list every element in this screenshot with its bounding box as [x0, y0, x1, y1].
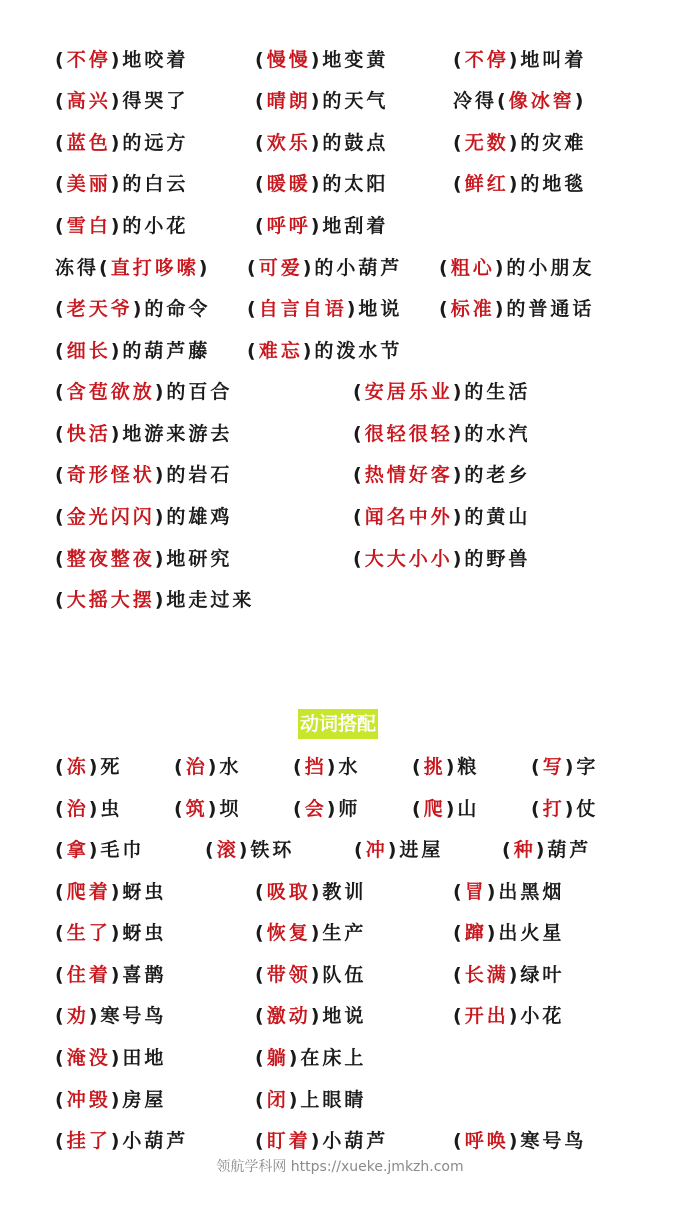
phrase-suffix: )的百合 — [154, 381, 233, 403]
phrase-prefix: ( — [174, 798, 186, 820]
phrase-suffix: )的普通话 — [494, 298, 595, 320]
answer-word: 呼呼 — [266, 215, 311, 237]
phrase-item — [353, 544, 530, 574]
phrase-suffix: )绿叶 — [508, 964, 565, 986]
phrase-item — [55, 877, 166, 907]
phrase-suffix: )的泼水节 — [302, 340, 403, 362]
answer-word: 大大小小 — [364, 548, 453, 570]
phrase-row — [0, 918, 680, 948]
phrase-item — [55, 128, 188, 158]
phrase-suffix: )的小朋友 — [494, 257, 595, 279]
answer-word: 爬着 — [66, 881, 111, 903]
phrase-prefix: ( — [55, 1005, 67, 1027]
answer-word: 躺 — [266, 1047, 289, 1069]
phrase-item — [255, 211, 388, 241]
phrase-prefix: ( — [453, 49, 465, 71]
phrase-item — [55, 1126, 188, 1156]
answer-word: 长满 — [464, 964, 509, 986]
answer-word: 挂了 — [66, 1130, 111, 1152]
phrase-row — [0, 45, 680, 75]
answer-word: 雪白 — [66, 215, 111, 237]
phrase-prefix: ( — [453, 922, 465, 944]
answer-word: 淹没 — [66, 1047, 111, 1069]
phrase-suffix: )的白云 — [110, 173, 189, 195]
phrase-prefix: ( — [531, 756, 543, 778]
answer-word: 老天爷 — [66, 298, 133, 320]
phrase-row — [0, 460, 680, 490]
phrase-row — [0, 294, 680, 324]
phrase-prefix: ( — [255, 49, 267, 71]
phrase-prefix: ( — [55, 423, 67, 445]
phrase-suffix: )毛巾 — [88, 839, 145, 861]
phrase-item — [55, 45, 188, 75]
phrase-prefix: ( — [55, 298, 67, 320]
phrase-item — [55, 86, 188, 116]
phrase-item — [55, 752, 122, 782]
phrase-row — [0, 1001, 680, 1031]
answer-word: 呼唤 — [464, 1130, 509, 1152]
phrase-item — [255, 1043, 366, 1073]
phrase-suffix: )蚜虫 — [110, 881, 167, 903]
answer-word: 奇形怪状 — [66, 464, 155, 486]
answer-word: 冒 — [464, 881, 487, 903]
answer-word: 开出 — [464, 1005, 509, 1027]
phrase-item — [531, 794, 598, 824]
phrase-prefix: ( — [255, 922, 267, 944]
phrase-prefix: ( — [55, 881, 67, 903]
phrase-row — [0, 336, 680, 366]
phrase-suffix: )的远方 — [110, 132, 189, 154]
answer-word: 蓝色 — [66, 132, 111, 154]
phrase-item — [55, 419, 232, 449]
phrase-item — [247, 336, 402, 366]
phrase-prefix: ( — [55, 215, 67, 237]
phrase-suffix: )虫 — [88, 798, 123, 820]
phrase-prefix: ( — [453, 881, 465, 903]
answer-word: 盯着 — [266, 1130, 311, 1152]
answer-word: 冻 — [66, 756, 89, 778]
phrase-item — [255, 1001, 366, 1031]
phrase-prefix: ( — [255, 1005, 267, 1027]
answer-word: 挑 — [423, 756, 446, 778]
phrase-suffix: )的老乡 — [452, 464, 531, 486]
phrase-row — [0, 835, 680, 865]
phrase-prefix: ( — [412, 756, 424, 778]
phrase-suffix: )地变黄 — [310, 49, 389, 71]
phrase-suffix: )得哭了 — [110, 90, 189, 112]
phrase-item — [412, 794, 479, 824]
section-heading-verb-pairs: 动词搭配 — [298, 709, 378, 739]
phrase-suffix: )仗 — [564, 798, 599, 820]
phrase-prefix: ( — [247, 257, 259, 279]
phrase-suffix: )在床上 — [288, 1047, 367, 1069]
answer-word: 蹿 — [464, 922, 487, 944]
phrase-item — [255, 86, 388, 116]
answer-word: 不停 — [464, 49, 509, 71]
phrase-item — [353, 419, 530, 449]
phrase-prefix: ( — [293, 798, 305, 820]
answer-word: 挡 — [304, 756, 327, 778]
phrase-prefix: ( — [55, 839, 67, 861]
answer-word: 可爱 — [258, 257, 303, 279]
phrase-item — [453, 918, 564, 948]
answer-word: 高兴 — [66, 90, 111, 112]
phrase-suffix: )地游来游去 — [110, 423, 233, 445]
phrase-item — [293, 794, 360, 824]
phrase-row — [0, 1085, 680, 1115]
phrase-row — [0, 502, 680, 532]
phrase-row — [0, 752, 680, 782]
phrase-prefix: ( — [353, 423, 365, 445]
answer-word: 标准 — [450, 298, 495, 320]
phrase-suffix: )出火星 — [486, 922, 565, 944]
phrase-item — [55, 1085, 166, 1115]
answer-word: 闻名中外 — [364, 506, 453, 528]
phrase-suffix: )的鼓点 — [310, 132, 389, 154]
phrase-suffix: ) — [198, 257, 211, 279]
answer-word: 住着 — [66, 964, 111, 986]
phrase-suffix: )的命令 — [132, 298, 211, 320]
phrase-item — [55, 835, 144, 865]
phrase-prefix: ( — [174, 756, 186, 778]
phrase-suffix: )小花 — [508, 1005, 565, 1027]
phrase-suffix: )水 — [207, 756, 242, 778]
phrase-prefix: ( — [55, 132, 67, 154]
phrase-item — [55, 960, 166, 990]
phrase-suffix: )死 — [88, 756, 123, 778]
answer-word: 爬 — [423, 798, 446, 820]
phrase-item — [55, 169, 188, 199]
phrase-row — [0, 794, 680, 824]
phrase-suffix: )地说 — [346, 298, 403, 320]
phrase-item — [453, 86, 586, 116]
phrase-row — [0, 419, 680, 449]
phrase-prefix: ( — [55, 381, 67, 403]
phrase-suffix: )寒号鸟 — [508, 1130, 587, 1152]
phrase-prefix: 冷得( — [453, 90, 509, 112]
phrase-prefix: ( — [55, 464, 67, 486]
phrase-prefix: ( — [55, 548, 67, 570]
phrase-prefix: ( — [439, 298, 451, 320]
phrase-prefix: ( — [55, 756, 67, 778]
phrase-row — [0, 1043, 680, 1073]
answer-word: 恢复 — [266, 922, 311, 944]
answer-word: 无数 — [464, 132, 509, 154]
phrase-item — [255, 169, 388, 199]
phrase-suffix: )地走过来 — [154, 589, 255, 611]
phrase-item — [55, 211, 188, 241]
phrase-prefix: ( — [293, 756, 305, 778]
phrase-suffix: )的水汽 — [452, 423, 531, 445]
phrase-prefix: ( — [55, 922, 67, 944]
phrase-prefix: ( — [255, 132, 267, 154]
answer-word: 拿 — [66, 839, 89, 861]
phrase-suffix: )地叫着 — [508, 49, 587, 71]
phrase-item — [55, 502, 232, 532]
answer-word: 冲 — [365, 839, 388, 861]
phrase-suffix: )山 — [445, 798, 480, 820]
phrase-row — [0, 86, 680, 116]
phrase-prefix: ( — [255, 215, 267, 237]
phrase-prefix: ( — [502, 839, 514, 861]
phrase-prefix: ( — [55, 589, 67, 611]
answer-word: 筑 — [185, 798, 208, 820]
answer-word: 带领 — [266, 964, 311, 986]
phrase-suffix: )葫芦 — [535, 839, 592, 861]
phrase-item — [55, 336, 210, 366]
phrase-suffix: )的小葫芦 — [302, 257, 403, 279]
phrase-item — [453, 169, 586, 199]
phrase-suffix: )的雄鸡 — [154, 506, 233, 528]
phrase-item — [255, 45, 388, 75]
phrase-prefix: ( — [453, 173, 465, 195]
answer-word: 鲜红 — [464, 173, 509, 195]
answer-word: 打 — [542, 798, 565, 820]
answer-word: 像冰窖 — [508, 90, 575, 112]
phrase-item — [439, 294, 594, 324]
phrase-item — [439, 253, 594, 283]
phrase-row — [0, 585, 680, 615]
answer-word: 热情好客 — [364, 464, 453, 486]
answer-word: 晴朗 — [266, 90, 311, 112]
phrase-prefix: ( — [439, 257, 451, 279]
phrase-prefix: ( — [205, 839, 217, 861]
phrase-item — [353, 377, 530, 407]
phrase-prefix: ( — [255, 1130, 267, 1152]
phrase-item — [55, 918, 166, 948]
phrase-suffix: )的葫芦藤 — [110, 340, 211, 362]
answer-word: 欢乐 — [266, 132, 311, 154]
phrase-item — [255, 1085, 366, 1115]
phrase-prefix: ( — [412, 798, 424, 820]
phrase-item — [293, 752, 360, 782]
phrase-suffix: )的生活 — [452, 381, 531, 403]
phrase-suffix: )坝 — [207, 798, 242, 820]
phrase-row — [0, 211, 680, 241]
answer-word: 细长 — [66, 340, 111, 362]
phrase-prefix: ( — [55, 49, 67, 71]
phrase-row — [0, 960, 680, 990]
answer-word: 冲毁 — [66, 1089, 111, 1111]
answer-word: 快活 — [66, 423, 111, 445]
phrase-prefix: ( — [55, 506, 67, 528]
phrase-suffix: )的太阳 — [310, 173, 389, 195]
phrase-suffix: )的小花 — [110, 215, 189, 237]
answer-word: 治 — [185, 756, 208, 778]
phrase-suffix: )铁环 — [238, 839, 295, 861]
phrase-item — [174, 752, 241, 782]
phrase-prefix: ( — [453, 132, 465, 154]
phrase-suffix: )队伍 — [310, 964, 367, 986]
answer-word: 粗心 — [450, 257, 495, 279]
answer-word: 安居乐业 — [364, 381, 453, 403]
phrase-prefix: ( — [531, 798, 543, 820]
phrase-prefix: ( — [55, 1047, 67, 1069]
phrase-prefix: ( — [255, 1047, 267, 1069]
phrase-suffix: )字 — [564, 756, 599, 778]
phrase-item — [453, 877, 564, 907]
phrase-prefix: ( — [55, 1130, 67, 1152]
footer-watermark: 领航学科网 https://xueke.jmkzh.com — [216, 1159, 464, 1175]
phrase-suffix: )地咬着 — [110, 49, 189, 71]
answer-word: 难忘 — [258, 340, 303, 362]
phrase-row — [0, 877, 680, 907]
phrase-suffix: )进屋 — [387, 839, 444, 861]
phrase-suffix: )教训 — [310, 881, 367, 903]
phrase-suffix: )的灾难 — [508, 132, 587, 154]
phrase-suffix: )的黄山 — [452, 506, 531, 528]
answer-word: 暖暖 — [266, 173, 311, 195]
phrase-prefix: ( — [55, 798, 67, 820]
phrase-prefix: ( — [55, 340, 67, 362]
phrase-item — [247, 294, 402, 324]
phrase-item — [255, 918, 366, 948]
phrase-item — [55, 1001, 166, 1031]
answer-word: 含苞欲放 — [66, 381, 155, 403]
phrase-suffix: )田地 — [110, 1047, 167, 1069]
phrase-prefix: ( — [55, 90, 67, 112]
phrase-prefix: ( — [55, 1089, 67, 1111]
phrase-prefix: ( — [453, 964, 465, 986]
phrase-suffix: )上眼睛 — [288, 1089, 367, 1111]
phrase-item — [453, 45, 586, 75]
phrase-suffix: )房屋 — [110, 1089, 167, 1111]
phrase-suffix: )的野兽 — [452, 548, 531, 570]
phrase-prefix: ( — [353, 506, 365, 528]
phrase-item — [55, 585, 254, 615]
phrase-item — [353, 502, 530, 532]
answer-word: 激动 — [266, 1005, 311, 1027]
phrase-item — [255, 960, 366, 990]
phrase-suffix: )小葫芦 — [310, 1130, 389, 1152]
phrase-item — [55, 544, 232, 574]
answer-word: 很轻很轻 — [364, 423, 453, 445]
phrase-prefix: ( — [255, 173, 267, 195]
phrase-item — [531, 752, 598, 782]
answer-word: 吸取 — [266, 881, 311, 903]
phrase-suffix: )地说 — [310, 1005, 367, 1027]
phrase-prefix: ( — [55, 173, 67, 195]
phrase-prefix: ( — [453, 1005, 465, 1027]
phrase-item — [453, 1001, 564, 1031]
phrase-prefix: ( — [255, 964, 267, 986]
phrase-item — [174, 794, 241, 824]
phrase-prefix: ( — [55, 964, 67, 986]
phrase-row — [0, 377, 680, 407]
phrase-row — [0, 169, 680, 199]
phrase-prefix: ( — [453, 1130, 465, 1152]
phrase-suffix: )水 — [326, 756, 361, 778]
phrase-item — [255, 877, 366, 907]
phrase-row — [0, 544, 680, 574]
answer-word: 种 — [513, 839, 536, 861]
phrase-item — [353, 460, 530, 490]
phrase-row — [0, 1126, 680, 1156]
phrase-item — [354, 835, 443, 865]
phrase-item — [453, 128, 586, 158]
phrase-item — [247, 253, 402, 283]
phrase-suffix: )粮 — [445, 756, 480, 778]
phrase-prefix: 冻得( — [55, 257, 111, 279]
phrase-item — [453, 1126, 586, 1156]
phrase-suffix: )出黑烟 — [486, 881, 565, 903]
phrase-item — [502, 835, 591, 865]
phrase-prefix: ( — [247, 340, 259, 362]
answer-word: 劝 — [66, 1005, 89, 1027]
answer-word: 整夜整夜 — [66, 548, 155, 570]
phrase-item — [55, 794, 122, 824]
answer-word: 直打哆嗦 — [110, 257, 199, 279]
phrase-suffix: )的天气 — [310, 90, 389, 112]
phrase-item — [55, 460, 232, 490]
phrase-suffix: )地研究 — [154, 548, 233, 570]
phrase-suffix: )的地毯 — [508, 173, 587, 195]
answer-word: 闭 — [266, 1089, 289, 1111]
answer-word: 慢慢 — [266, 49, 311, 71]
phrase-item — [55, 1043, 166, 1073]
phrase-prefix: ( — [354, 839, 366, 861]
phrase-prefix: ( — [255, 1089, 267, 1111]
phrase-row — [0, 253, 680, 283]
phrase-suffix: )小葫芦 — [110, 1130, 189, 1152]
answer-word: 大摇大摆 — [66, 589, 155, 611]
answer-word: 自言自语 — [258, 298, 347, 320]
phrase-prefix: ( — [353, 548, 365, 570]
answer-word: 写 — [542, 756, 565, 778]
phrase-item — [55, 294, 210, 324]
phrase-prefix: ( — [353, 464, 365, 486]
phrase-item — [453, 960, 564, 990]
phrase-item — [55, 253, 210, 283]
phrase-suffix: )师 — [326, 798, 361, 820]
phrase-prefix: ( — [255, 881, 267, 903]
answer-word: 美丽 — [66, 173, 111, 195]
phrase-suffix: )寒号鸟 — [88, 1005, 167, 1027]
phrase-suffix: ) — [574, 90, 587, 112]
phrase-item — [55, 377, 232, 407]
phrase-suffix: )喜鹊 — [110, 964, 167, 986]
phrase-prefix: ( — [255, 90, 267, 112]
phrase-suffix: )地刮着 — [310, 215, 389, 237]
phrase-suffix: )蚜虫 — [110, 922, 167, 944]
phrase-prefix: ( — [247, 298, 259, 320]
phrase-prefix: ( — [353, 381, 365, 403]
answer-word: 不停 — [66, 49, 111, 71]
answer-word: 滚 — [216, 839, 239, 861]
answer-word: 治 — [66, 798, 89, 820]
phrase-item — [255, 1126, 388, 1156]
answer-word: 会 — [304, 798, 327, 820]
phrase-item — [255, 128, 388, 158]
answer-word: 金光闪闪 — [66, 506, 155, 528]
phrase-suffix: )的岩石 — [154, 464, 233, 486]
phrase-suffix: )生产 — [310, 922, 367, 944]
phrase-row — [0, 128, 680, 158]
phrase-item — [205, 835, 294, 865]
phrase-item — [412, 752, 479, 782]
answer-word: 生了 — [66, 922, 111, 944]
